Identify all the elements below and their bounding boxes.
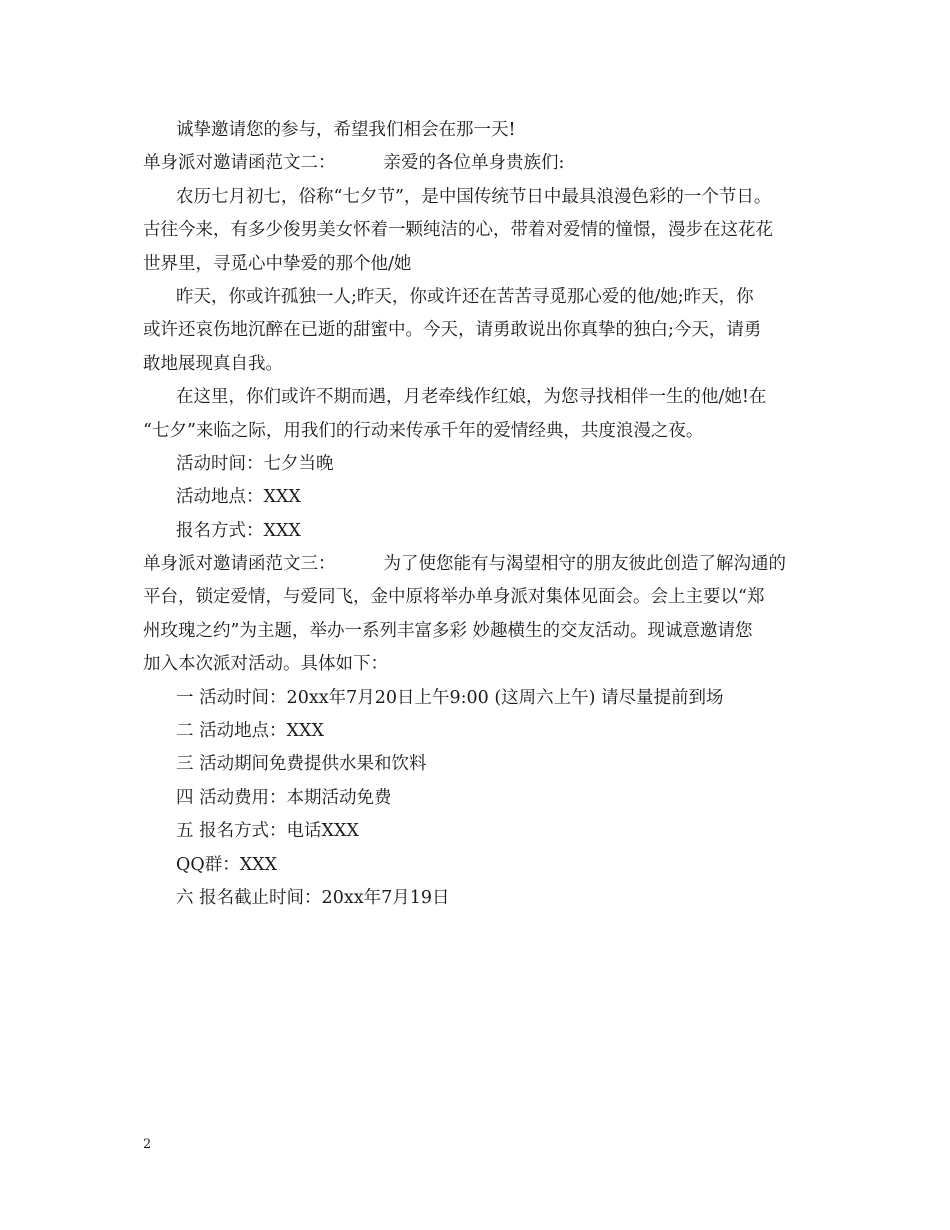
list-item: 五 报名方式：电话XXX: [176, 821, 359, 842]
list-item: 二 活动地点：XXX: [176, 721, 324, 742]
list-item: QQ群：XXX: [176, 854, 278, 875]
section-heading: 单身派对邀请函范文二：: [143, 153, 336, 174]
list-item: 六 报名截止时间：20xx年7月19日: [176, 887, 450, 908]
paragraph-line: 古往今来，有多少俊男美女怀着一颗纯洁的心，带着对爱情的憧憬，漫步在这花花: [143, 220, 773, 241]
paragraph-line: 敢地展现真自我。: [143, 353, 283, 374]
document-body: [143, 114, 813, 915]
list-item: 三 活动期间免费提供水果和饮料: [176, 754, 427, 775]
event-place-line: 活动地点：XXX: [176, 487, 301, 508]
event-time-line: 活动时间：七夕当晚: [176, 453, 334, 474]
section-heading-line: [143, 147, 813, 180]
paragraph-line: 农历七月初七，俗称“七夕节”，是中国传统节日中最具浪漫色彩的一个节日。: [176, 186, 772, 207]
paragraph-text: 为了使您能有与渴望相守的朋友彼此创造了解沟通的: [383, 554, 786, 575]
paragraph-line: 世界里，寻觅心中挚爱的那个他/她: [143, 253, 412, 274]
list-item: 四 活动费用：本期活动免费: [176, 787, 392, 808]
paragraph-line: 在这里，你们或许不期而遇，月老牵线作红娘，为您寻找相伴一生的他/她!在: [176, 387, 767, 408]
paragraph-line: 昨天，你或许孤独一人;昨天，你或许还在苦苦寻觅那心爱的他/她;昨天，你: [176, 286, 754, 307]
paragraph-line: “七夕”来临之际，用我们的行动来传承千年的爱情经典，共度浪漫之夜。: [143, 420, 704, 441]
paragraph-line: 州玫瑰之约”为主题，举办一系列丰富多彩 妙趣横生的交友活动。现诚意邀请您: [143, 620, 753, 641]
section-heading-line: [143, 548, 813, 581]
salutation: 亲爱的各位单身贵族们:: [383, 153, 565, 174]
list-item: 一 活动时间：20xx年7月20日上午9:00 (这周六上午) 请尽量提前到场: [176, 687, 724, 708]
page-number: 2: [143, 1137, 152, 1152]
paragraph-line: 诚挚邀请您的参与，希望我们相会在那一天!: [176, 120, 516, 140]
signup-method-line: 报名方式：XXX: [176, 520, 301, 541]
section-heading: 单身派对邀请函范文三：: [143, 554, 336, 575]
paragraph-line: 加入本次派对活动。具体如下：: [143, 654, 388, 675]
paragraph-line: 平台，锁定爱情，与爱同飞，金中原将举办单身派对集体见面会。会上主要以“郑: [143, 587, 765, 608]
paragraph-line: 或许还哀伤地沉醉在已逝的甜蜜中。今天，请勇敢说出你真挚的独白;今天，请勇: [143, 320, 762, 341]
